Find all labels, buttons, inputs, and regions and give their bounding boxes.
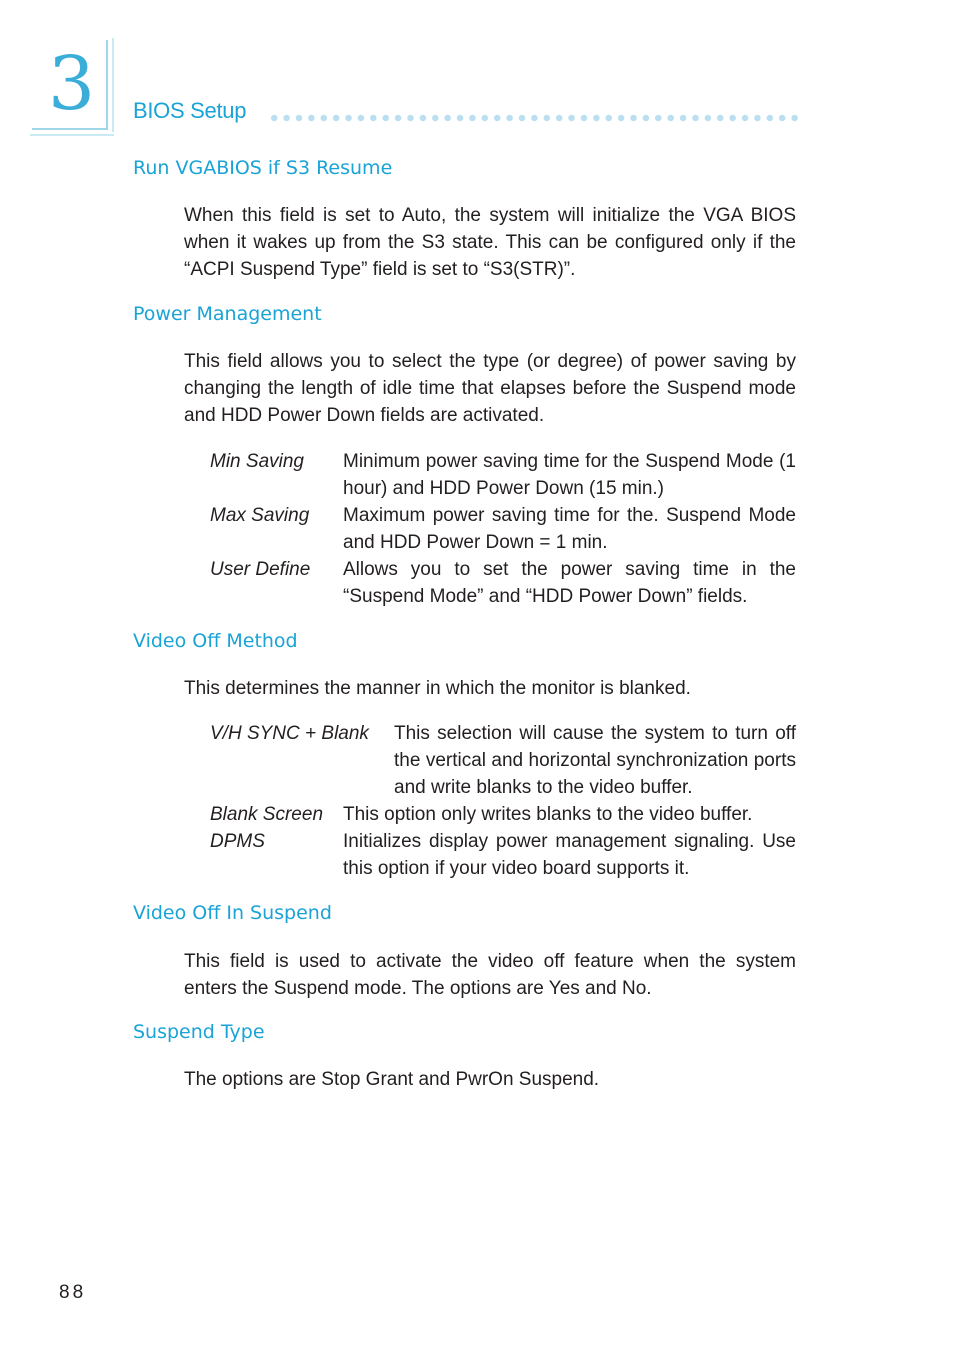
option-term-user-define: User Define xyxy=(210,559,311,580)
heading-video-off-method: Video Off Method xyxy=(133,630,298,652)
chapter-number: 3 xyxy=(48,41,96,127)
page-number: 88 xyxy=(59,1282,87,1303)
heading-run-vgabios: Run VGABIOS if S3 Resume xyxy=(133,157,393,179)
paragraph-suspend-type: The options are Stop Grant and PwrOn Suspend. xyxy=(184,1069,600,1090)
option-term-max-saving: Max Saving xyxy=(210,505,310,526)
option-term-vh-sync-blank: V/H SYNC + Blank xyxy=(210,723,369,744)
option-desc-user-define: Allows you to set the power saving time in the “Suspend Mode” and “HDD Power Down” fields. xyxy=(343,559,796,607)
option-term-min-saving: Min Saving xyxy=(210,451,304,472)
paragraph-run-vgabios: When this field is set to Auto, the system will initialize the VGA BIOS when it wakes up from the S3 state. This can be configured only if the “ACPI Suspend Type” field is set to “S3(STR)”. xyxy=(184,205,796,280)
heading-power-management: Power Management xyxy=(133,303,322,325)
option-desc-min-saving: Minimum power saving time for the Suspend Mode (1 hour) and HDD Power Down (15 min.) xyxy=(343,451,796,499)
option-desc-vh-sync-blank: This selection will cause the system to turn off the vertical and horizontal synchronization ports and write blanks to the video buffer. xyxy=(394,723,796,798)
option-term-dpms: DPMS xyxy=(210,831,265,852)
option-desc-max-saving: Maximum power saving time for the. Suspend Mode and HDD Power Down = 1 min. xyxy=(343,505,796,553)
heading-video-off-in-suspend: Video Off In Suspend xyxy=(133,902,332,924)
option-term-blank-screen: Blank Screen xyxy=(210,804,324,825)
option-desc-dpms: Initializes display power management signaling. Use this option if your video board supports it. xyxy=(343,831,796,879)
paragraph-power-management: This field allows you to select the type (or degree) of power saving by changing the length of idle time that elapses before the Suspend mode and HDD Power Down fields are activated. xyxy=(184,351,796,426)
paragraph-video-off-method: This determines the manner in which the monitor is blanked. xyxy=(184,678,691,699)
chapter-title: BIOS Setup xyxy=(133,98,247,123)
option-desc-blank-screen: This option only writes blanks to the video buffer. xyxy=(343,804,753,825)
paragraph-video-off-in-suspend: This field is used to activate the video off feature when the system enters the Suspend mode. The options are Yes and No. xyxy=(184,951,796,999)
heading-suspend-type: Suspend Type xyxy=(133,1021,265,1043)
title-dotted-rule xyxy=(268,113,798,123)
